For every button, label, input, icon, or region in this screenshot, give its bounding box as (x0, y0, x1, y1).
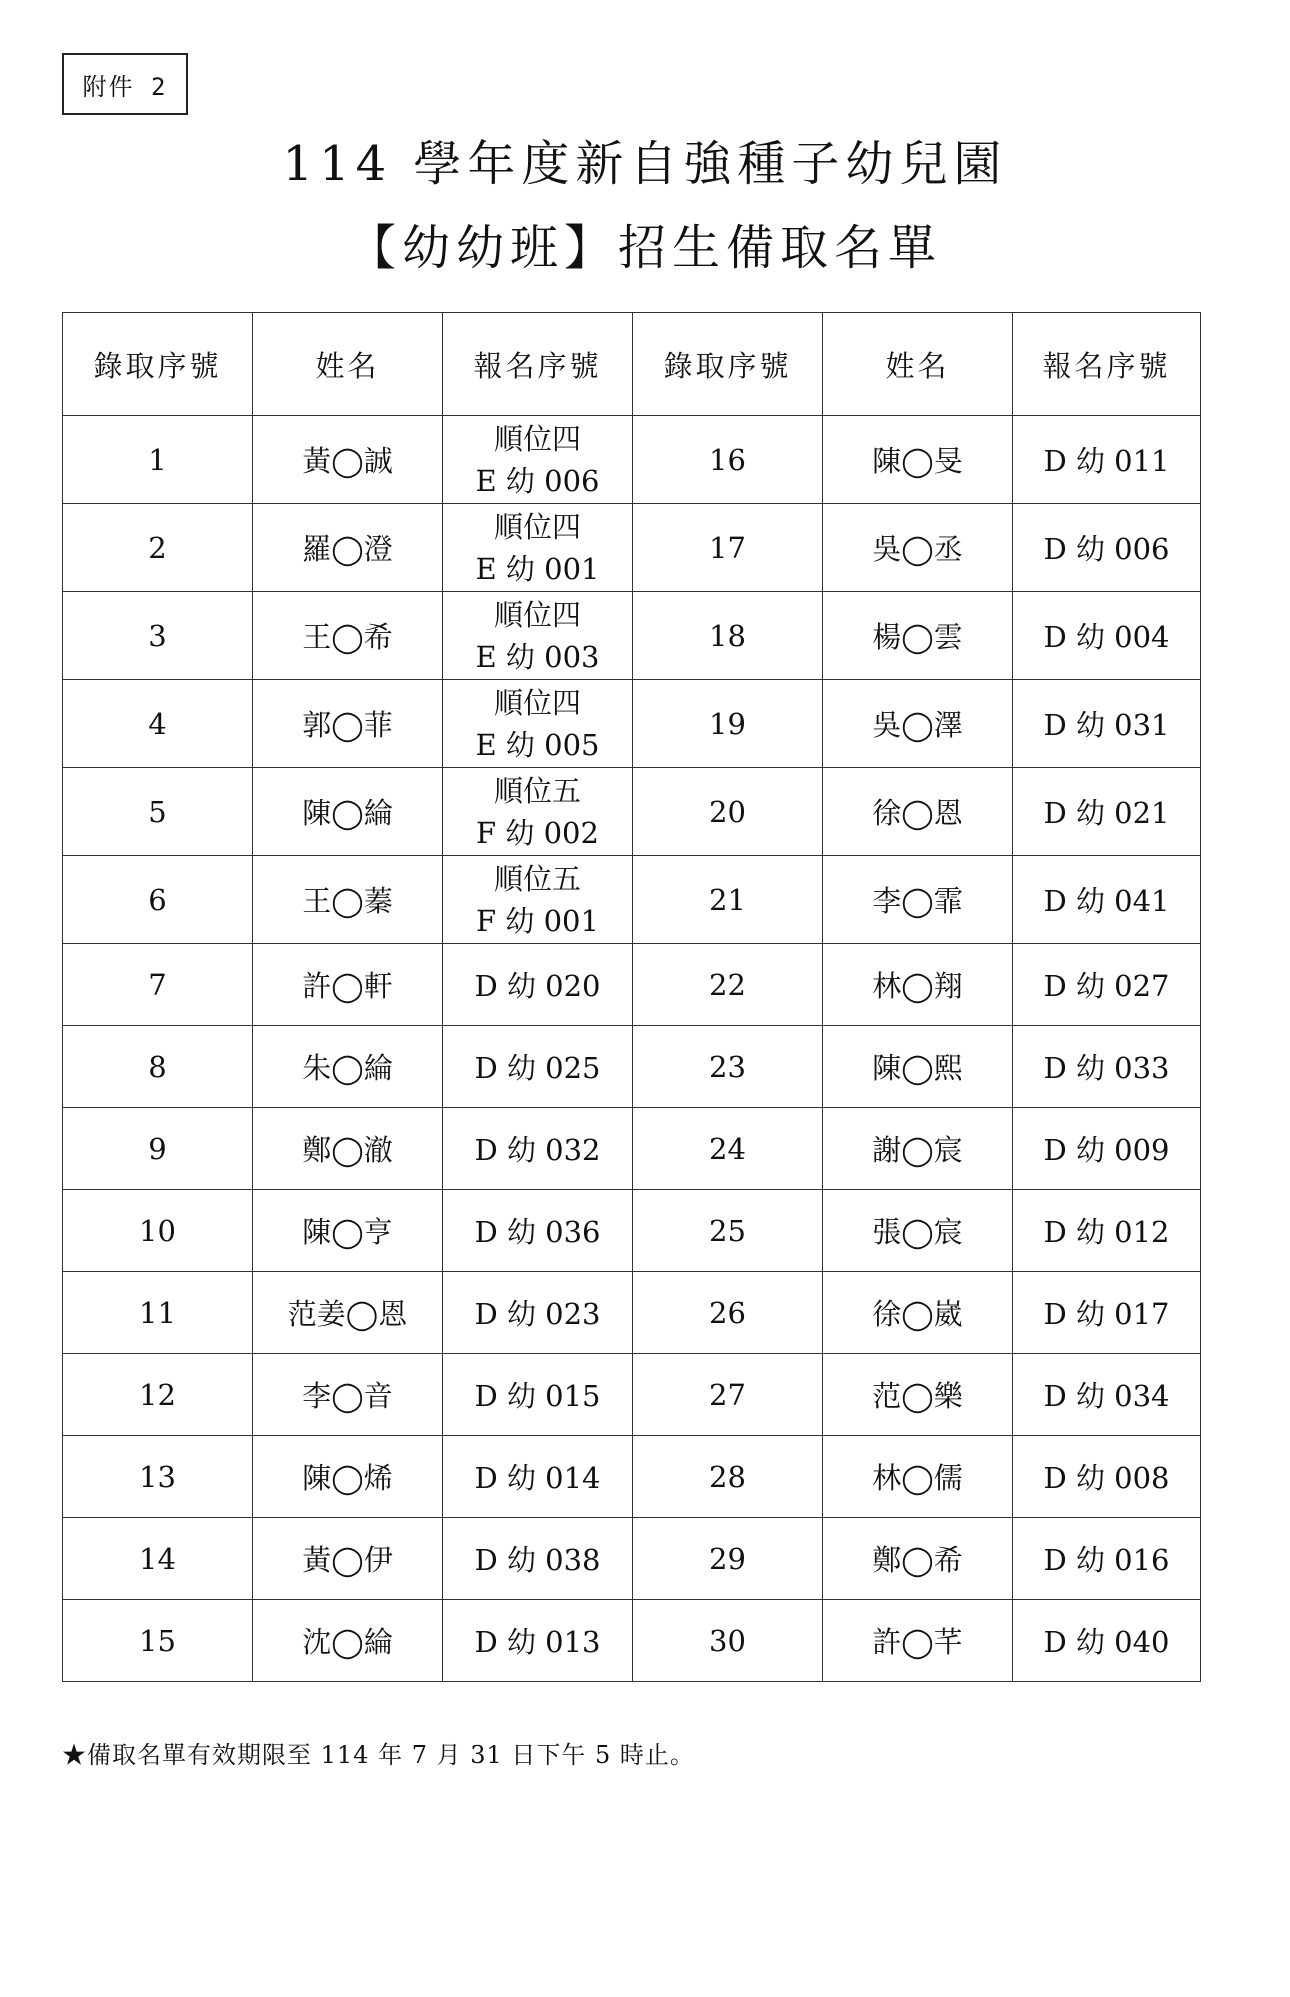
admission-number-cell: 14 (63, 1518, 253, 1600)
header-name: 姓名 (823, 313, 1013, 416)
admission-number-cell: 13 (63, 1436, 253, 1518)
registration-number-cell: D 幼 020 (443, 944, 633, 1026)
admission-number-cell: 22 (633, 944, 823, 1026)
name-cell: 王◯蓁 (253, 856, 443, 944)
admission-number-cell: 1 (63, 416, 253, 504)
table-row (63, 416, 1201, 504)
header-registration-number: 報名序號 (443, 313, 633, 416)
admission-number-cell: 3 (63, 592, 253, 680)
registration-number-cell: D 幼 025 (443, 1026, 633, 1108)
registration-code: F 幼 002 (476, 815, 599, 850)
admission-number-cell: 21 (633, 856, 823, 944)
name-cell: 徐◯恩 (823, 768, 1013, 856)
admission-number-cell: 24 (633, 1108, 823, 1190)
name-cell: 陳◯熙 (823, 1026, 1013, 1108)
admission-number-cell: 19 (633, 680, 823, 768)
name-cell: 張◯宸 (823, 1190, 1013, 1272)
name-cell: 范◯樂 (823, 1354, 1013, 1436)
registration-number-cell (443, 856, 633, 944)
table-row (63, 1354, 1201, 1436)
admission-number-cell: 30 (633, 1600, 823, 1682)
table-row (63, 1436, 1201, 1518)
admission-number-cell: 2 (63, 504, 253, 592)
header-name: 姓名 (253, 313, 443, 416)
registration-number-cell: D 幼 012 (1013, 1190, 1201, 1272)
registration-number-cell: D 幼 011 (1013, 416, 1201, 504)
registration-number-cell: D 幼 041 (1013, 856, 1201, 944)
name-cell: 徐◯崴 (823, 1272, 1013, 1354)
registration-number-cell: D 幼 033 (1013, 1026, 1201, 1108)
table-row (63, 1600, 1201, 1682)
attachment-label: 附件 2 (62, 53, 188, 115)
name-cell: 范姜◯恩 (253, 1272, 443, 1354)
table-row (63, 1108, 1201, 1190)
name-cell: 林◯儒 (823, 1436, 1013, 1518)
name-cell: 陳◯亨 (253, 1190, 443, 1272)
admission-number-cell: 18 (633, 592, 823, 680)
name-cell: 林◯翔 (823, 944, 1013, 1026)
header-admission-number: 錄取序號 (633, 313, 823, 416)
admission-number-cell: 12 (63, 1354, 253, 1436)
registration-number-cell (443, 680, 633, 768)
registration-code: E 幼 001 (475, 551, 600, 586)
table-header-row (63, 313, 1201, 416)
priority-label: 順位四 (493, 597, 581, 632)
admission-number-cell: 15 (63, 1600, 253, 1682)
registration-code: F 幼 001 (476, 903, 599, 938)
admission-number-cell: 17 (633, 504, 823, 592)
header-registration-number: 報名序號 (1013, 313, 1201, 416)
table-row (63, 1272, 1201, 1354)
registration-number-cell (443, 768, 633, 856)
name-cell: 李◯霏 (823, 856, 1013, 944)
registration-number-cell: D 幼 031 (1013, 680, 1201, 768)
admission-number-cell: 16 (633, 416, 823, 504)
document-subtitle: 【幼幼班】招生備取名單 (347, 220, 942, 276)
admission-number-cell: 20 (633, 768, 823, 856)
admission-number-cell: 7 (63, 944, 253, 1026)
admission-number-cell: 23 (633, 1026, 823, 1108)
table-row (63, 768, 1201, 856)
table-row (63, 504, 1201, 592)
registration-number-cell (443, 504, 633, 592)
priority-label: 順位四 (493, 685, 581, 720)
admission-number-cell: 26 (633, 1272, 823, 1354)
registration-number-cell: D 幼 034 (1013, 1354, 1201, 1436)
table-row (63, 680, 1201, 768)
name-cell: 許◯軒 (253, 944, 443, 1026)
name-cell: 吳◯澤 (823, 680, 1013, 768)
name-cell: 王◯希 (253, 592, 443, 680)
registration-number-cell: D 幼 009 (1013, 1108, 1201, 1190)
registration-number-cell: D 幼 016 (1013, 1518, 1201, 1600)
name-cell: 郭◯菲 (253, 680, 443, 768)
registration-number-cell: D 幼 032 (443, 1108, 633, 1190)
admission-number-cell: 29 (633, 1518, 823, 1600)
admission-number-cell: 5 (63, 768, 253, 856)
name-cell: 楊◯雲 (823, 592, 1013, 680)
name-cell: 鄭◯澈 (253, 1108, 443, 1190)
registration-number-cell: D 幼 036 (443, 1190, 633, 1272)
header-admission-number: 錄取序號 (63, 313, 253, 416)
admission-number-cell: 28 (633, 1436, 823, 1518)
name-cell: 陳◯旻 (823, 416, 1013, 504)
priority-label: 順位五 (493, 861, 581, 896)
registration-number-cell: D 幼 038 (443, 1518, 633, 1600)
registration-number-cell: D 幼 013 (443, 1600, 633, 1682)
registration-number-cell: D 幼 027 (1013, 944, 1201, 1026)
registration-number-cell: D 幼 017 (1013, 1272, 1201, 1354)
registration-code: E 幼 003 (475, 639, 600, 674)
registration-code: E 幼 006 (475, 463, 600, 498)
admission-number-cell: 10 (63, 1190, 253, 1272)
name-cell: 沈◯綸 (253, 1600, 443, 1682)
document-title: 114 學年度新自強種子幼兒園 (282, 136, 1008, 192)
priority-label: 順位五 (493, 773, 581, 808)
admission-number-cell: 9 (63, 1108, 253, 1190)
admission-number-cell: 6 (63, 856, 253, 944)
table-row (63, 944, 1201, 1026)
name-cell: 鄭◯希 (823, 1518, 1013, 1600)
name-cell: 許◯芊 (823, 1600, 1013, 1682)
admission-number-cell: 11 (63, 1272, 253, 1354)
registration-number-cell: D 幼 014 (443, 1436, 633, 1518)
admission-number-cell: 4 (63, 680, 253, 768)
priority-label: 順位四 (493, 421, 581, 456)
footnote: ★備取名單有效期限至 114 年 7 月 31 日下午 5 時止。 (62, 1741, 695, 1769)
registration-number-cell: D 幼 015 (443, 1354, 633, 1436)
registration-number-cell: D 幼 021 (1013, 768, 1201, 856)
registration-number-cell (443, 592, 633, 680)
name-cell: 陳◯烯 (253, 1436, 443, 1518)
registration-number-cell: D 幼 023 (443, 1272, 633, 1354)
table-row (63, 1518, 1201, 1600)
table-row (63, 856, 1201, 944)
admission-number-cell: 25 (633, 1190, 823, 1272)
registration-number-cell: D 幼 004 (1013, 592, 1201, 680)
name-cell: 黃◯誠 (253, 416, 443, 504)
name-cell: 吳◯丞 (823, 504, 1013, 592)
name-cell: 李◯音 (253, 1354, 443, 1436)
name-cell: 謝◯宸 (823, 1108, 1013, 1190)
name-cell: 羅◯澄 (253, 504, 443, 592)
registration-number-cell: D 幼 040 (1013, 1600, 1201, 1682)
registration-number-cell: D 幼 006 (1013, 504, 1201, 592)
registration-code: E 幼 005 (475, 727, 600, 762)
name-cell: 陳◯綸 (253, 768, 443, 856)
registration-number-cell: D 幼 008 (1013, 1436, 1201, 1518)
admission-number-cell: 8 (63, 1026, 253, 1108)
name-cell: 黃◯伊 (253, 1518, 443, 1600)
table-row (63, 1026, 1201, 1108)
priority-label: 順位四 (493, 509, 581, 544)
admission-number-cell: 27 (633, 1354, 823, 1436)
waitlist-table (62, 312, 1201, 1682)
name-cell: 朱◯綸 (253, 1026, 443, 1108)
table-body (63, 416, 1201, 1682)
table-row (63, 1190, 1201, 1272)
table-row (63, 592, 1201, 680)
registration-number-cell (443, 416, 633, 504)
